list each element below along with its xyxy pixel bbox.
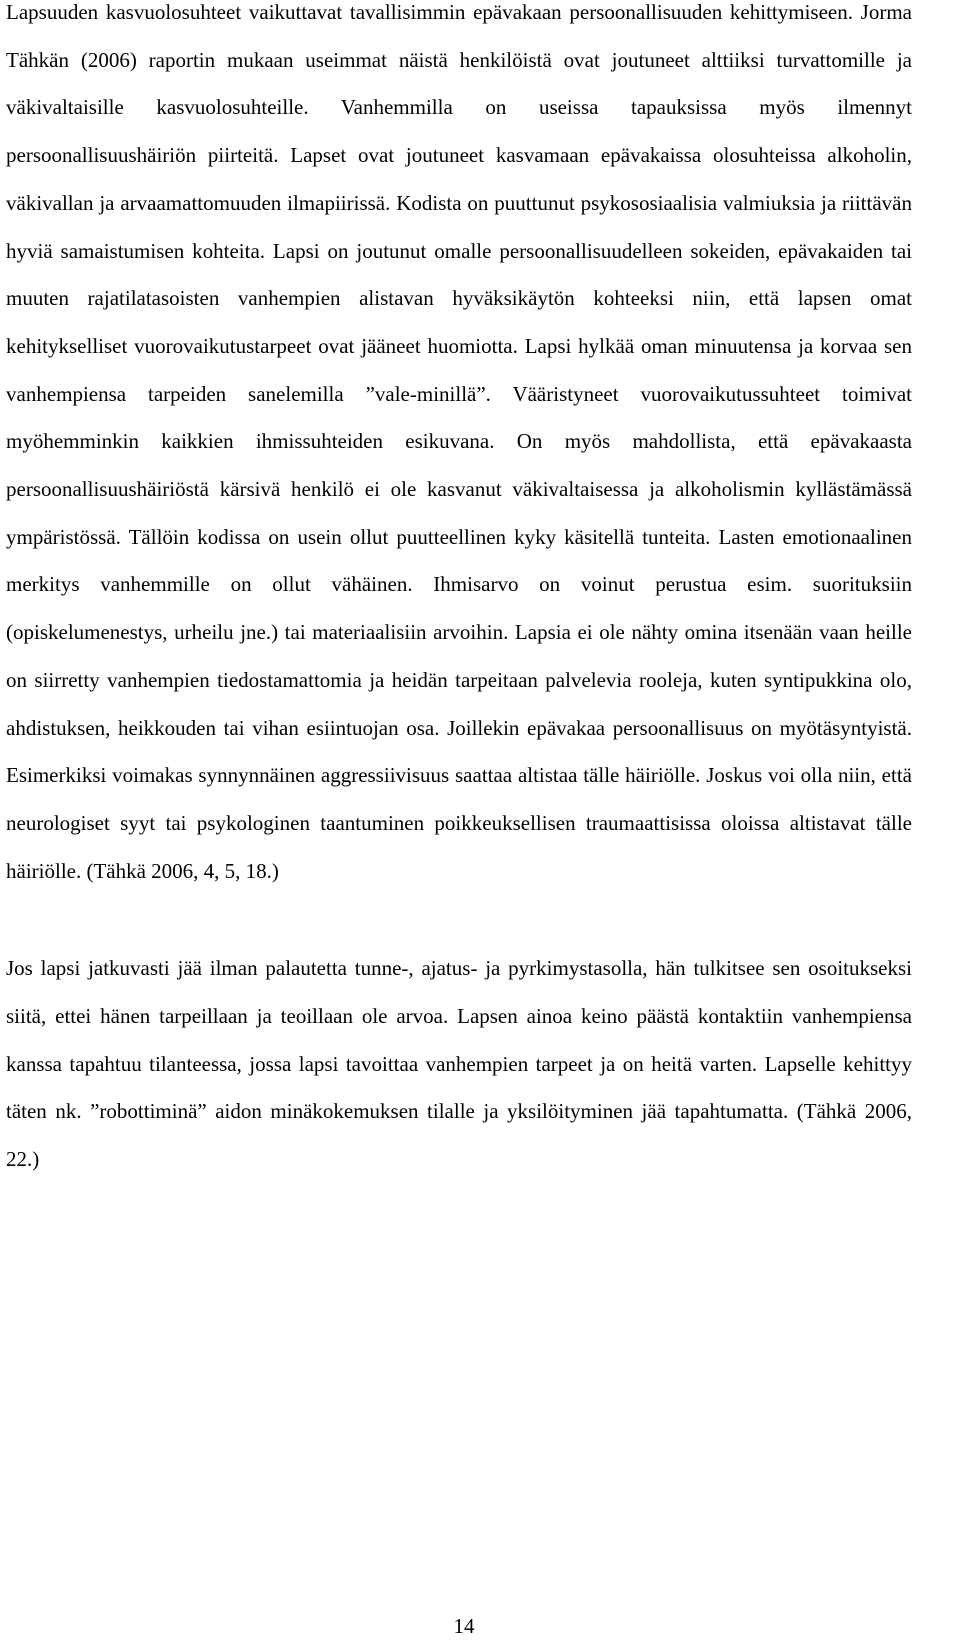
paragraph-1: Lapsuuden kasvuolosuhteet vaikuttavat tavallisimmin epävakaan persoonallisuuden kehittymiseen. Jorma Tähkän (2006) raportin mukaan useimmat näistä henkilöistä ovat joutuneet alttiiksi turvattomille ja väkivaltaisille kasvuolosuhteille. Vanhemmilla on useissa tapauksissa myös ilmennyt persoonallisuushäiriön piirteitä. Lapset ovat joutuneet kasvamaan epävakaissa olosuhteissa alkoholin, väkivallan ja arvaamattomuuden ilmapiirissä. Kodista on puuttunut psykososiaalisia valmiuksia ja riittävän hyviä samaistumisen kohteita. Lapsi on joutunut omalle persoonallisuudelleen sokeiden, epävakaiden tai muuten rajatilatasoisten vanhempien alistavan hyväksikäytön kohteeksi niin, että lapsen omat kehitykselliset vuorovaikutustarpeet ovat jääneet huomiotta. Lapsi hylkää oman minuutensa ja korvaa sen vanhempiensa tarpeiden sanelemilla ”vale-minillä”. Vääristyneet vuorovaikutussuhteet toimivat myöhemminkin kaikkien ihmissuhteiden esikuvana. On myös mahdollista, että epävakaasta persoonallisuushäiriöstä kärsivä henkilö ei ole kasvanut väkivaltaisessa ja alkoholismin kyllästämässä ympäristössä. Tällöin kodissa on usein ollut puutteellinen kyky käsitellä tunteita. Lasten emotionaalinen merkitys vanhemmille on ollut vähäinen. Ihmisarvo on voinut perustua esim. suorituksiin (opiskelumenestys, urheilu jne.) tai materiaalisiin arvoihin. Lapsia ei ole nähty omina itsenään vaan heille on siirretty vanhempien tiedostamattomia ja heidän tarpeitaan palvelevia rooleja, kuten syntipukkina olo, ahdistuksen, heikkouden tai vihan esiintuojan osa. Joillekin epävakaa persoonallisuus on myötäsyntyistä. Esimerkiksi voimakas synnynnäinen aggressiivisuus saattaa altistaa tälle häiriölle. Joskus voi olla niin, että neurologiset syyt tai psykologinen taantuminen poikkeuksellisen traumaattisissa oloissa altistavat tälle häiriölle. (Tähkä 2006, 4, 5, 18.) <box>6 0 912 883</box>
body-text <box>6 0 912 1184</box>
paragraph-2: Jos lapsi jatkuvasti jää ilman palautetta tunne-, ajatus- ja pyrkimystasolla, hän tulkitsee sen osoitukseksi siitä, ettei hänen tarpeillaan ja teoillaan ole arvoa. Lapsen ainoa keino päästä kontaktiin vanhempiensa kanssa tapahtuu tilanteessa, jossa lapsi tavoittaa vanhempien tarpeet ja on heitä varten. Lapselle kehittyy täten nk. ”robottiminä” aidon minäkokemuksen tilalle ja yksilöityminen jää tapahtumatta. (Tähkä 2006, 22.) <box>6 956 912 1172</box>
page-number: 14 <box>453 1614 475 1638</box>
